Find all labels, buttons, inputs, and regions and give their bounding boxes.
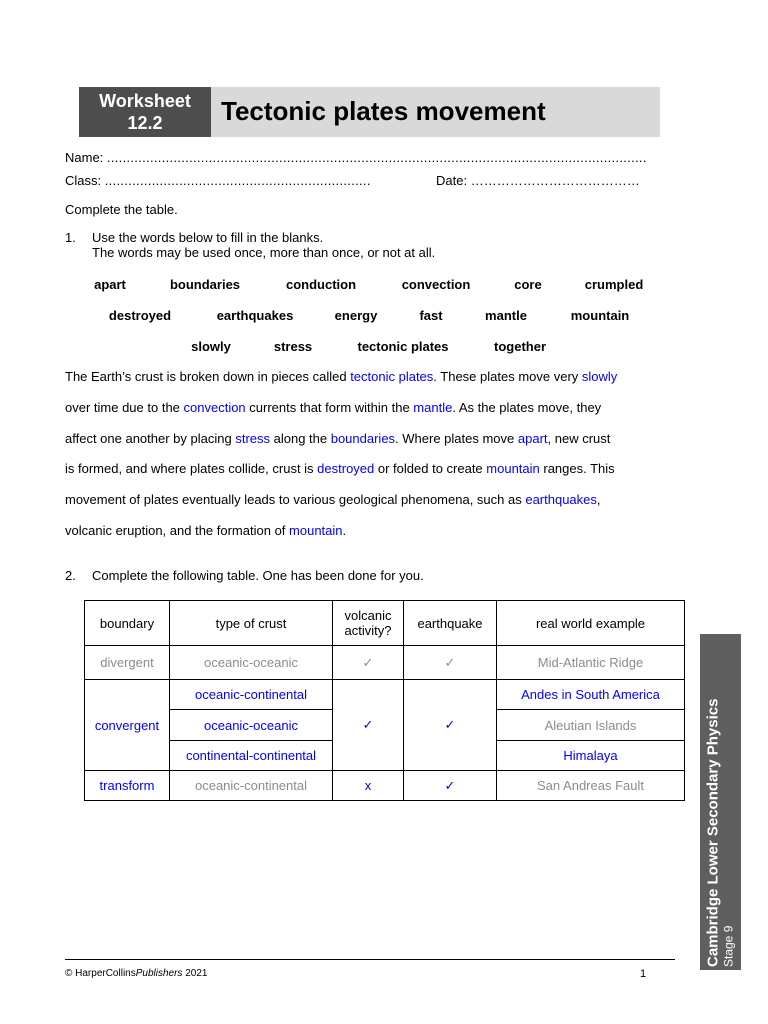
question-1-instructions [92, 230, 435, 260]
paragraph-text: . As the plates move, they [452, 400, 602, 415]
word-bank-item: convection [401, 277, 471, 292]
copyright-publisher: Publishers [135, 968, 183, 979]
cell-example: Himalaya [497, 741, 685, 771]
answer-word: slowly [581, 369, 618, 384]
cell-example: San Andreas Fault [497, 771, 685, 801]
cell-example: Andes in South America [497, 680, 685, 710]
word-bank-item: together [494, 339, 546, 354]
cell-example: Aleutian Islands [497, 710, 685, 741]
cell-example: Mid-Atlantic Ridge [497, 646, 685, 680]
header-volcanic-activity: volcanic activity? [333, 601, 404, 646]
table-header-row [85, 601, 685, 646]
word-bank-item: stress [273, 339, 313, 354]
cell-volcanic: ✓ [333, 680, 404, 771]
word-bank-item: conduction [285, 277, 357, 292]
answer-word: mountain [289, 523, 343, 538]
paragraph-text: or folded to create [374, 461, 487, 476]
paragraph-text: over time due to the [65, 400, 184, 415]
page-title: Tectonic plates movement [221, 96, 546, 126]
word-bank-item: earthquakes [216, 308, 294, 323]
cell-volcanic: x [333, 771, 404, 801]
name-blank[interactable]: .......................................................................................................................................... [106, 150, 647, 165]
table-row [85, 680, 685, 710]
series-title: Cambridge Lower Secondary Physics [704, 698, 722, 967]
table-row [85, 646, 685, 680]
paragraph-text: currents that form within the [245, 400, 414, 415]
paragraph-text: ranges. This [539, 461, 615, 476]
paragraph-text: , new crust [547, 431, 611, 446]
word-bank-item: slowly [191, 339, 231, 354]
answer-word: apart [517, 431, 548, 446]
paragraph-line [65, 523, 685, 538]
paragraph-text: . These plates move very [433, 369, 582, 384]
cell-crust: oceanic-oceanic [170, 646, 333, 680]
plate-boundary-table [84, 600, 685, 801]
date-label: Date: [436, 173, 468, 188]
copyright [65, 968, 207, 979]
cell-boundary: divergent [85, 646, 170, 680]
paragraph-line [65, 461, 685, 476]
question-1-number: 1. [65, 230, 76, 245]
question-2-number: 2. [65, 568, 76, 583]
date-blank[interactable]: ………………………………… [470, 173, 640, 188]
worksheet-word: Worksheet [99, 91, 191, 111]
paragraph-line [65, 400, 685, 415]
paragraph-text: The Earth’s crust is broken down in pieces called [65, 369, 351, 384]
paragraph-text: . [342, 523, 347, 538]
paragraph-text: movement of plates eventually leads to various geological phenomena, such as [65, 492, 526, 507]
name-field [65, 150, 647, 165]
copyright-year: 2021 [182, 968, 208, 979]
paragraph-text: is formed, and where plates collide, crust is [65, 461, 318, 476]
header-earthquake: earthquake [404, 601, 497, 646]
date-field [436, 173, 640, 188]
cell-boundary: transform [85, 771, 170, 801]
paragraph-text: , [596, 492, 601, 507]
word-bank-item: apart [94, 277, 126, 292]
cell-crust: oceanic-oceanic [170, 710, 333, 741]
worksheet-number: 12.2 [127, 113, 163, 133]
cell-crust: continental-continental [170, 741, 333, 771]
question-1-line-2: The words may be used once, more than once, or not at all. [92, 245, 436, 260]
class-field [65, 173, 371, 188]
paragraph-text: along the [270, 431, 331, 446]
word-bank-item: mountain [570, 308, 630, 323]
answer-word: mountain [486, 461, 540, 476]
cell-earthquake: ✓ [404, 646, 497, 680]
copyright-prefix: © HarperCollins [65, 968, 136, 979]
answer-word: earthquakes [525, 492, 597, 507]
cell-crust: oceanic-continental [170, 680, 333, 710]
word-bank-item: fast [419, 308, 443, 323]
series-sidebar-text [705, 637, 736, 967]
header-boundary: boundary [85, 601, 170, 646]
footer-divider [65, 959, 675, 960]
question-2-text: Complete the following table. One has been done for you. [92, 568, 424, 583]
cell-earthquake: ✓ [404, 771, 497, 801]
series-stage: Stage 9 [721, 925, 736, 967]
header-type-of-crust: type of crust [170, 601, 333, 646]
question-1-line-1: Use the words below to fill in the blanks. [92, 230, 324, 245]
paragraph-line [65, 369, 685, 384]
word-bank-item: boundaries [169, 277, 241, 292]
cell-earthquake: ✓ [404, 680, 497, 771]
answer-word: boundaries [330, 431, 396, 446]
word-bank-item: tectonic plates [357, 339, 449, 354]
cell-volcanic: ✓ [333, 646, 404, 680]
paragraph-text: . Where plates move [395, 431, 518, 446]
answer-word: convection [183, 400, 246, 415]
answer-word: stress [235, 431, 270, 446]
page-number: 1 [640, 968, 647, 980]
class-label: Class: [65, 173, 102, 188]
word-bank-item: mantle [485, 308, 527, 323]
paragraph-text: volcanic eruption, and the formation of [65, 523, 290, 538]
word-bank-item: destroyed [108, 308, 172, 323]
header-real-world-example: real world example [497, 601, 685, 646]
answer-word: mantle [413, 400, 453, 415]
paragraph-text: affect one another by placing [65, 431, 236, 446]
word-bank-item: energy [334, 308, 378, 323]
table-row [85, 771, 685, 801]
answer-word: destroyed [317, 461, 375, 476]
instruction-text: Complete the table. [65, 202, 178, 217]
cell-crust: oceanic-continental [170, 771, 333, 801]
paragraph-line [65, 431, 685, 446]
name-label: Name: [65, 150, 104, 165]
word-bank-item: core [514, 277, 542, 292]
paragraph-line [65, 492, 685, 507]
class-blank[interactable]: .................................................................... [104, 173, 371, 188]
answer-word: tectonic plates [350, 369, 434, 384]
word-bank-item: crumpled [584, 277, 644, 292]
cell-boundary: convergent [85, 680, 170, 771]
worksheet-label [79, 87, 211, 137]
